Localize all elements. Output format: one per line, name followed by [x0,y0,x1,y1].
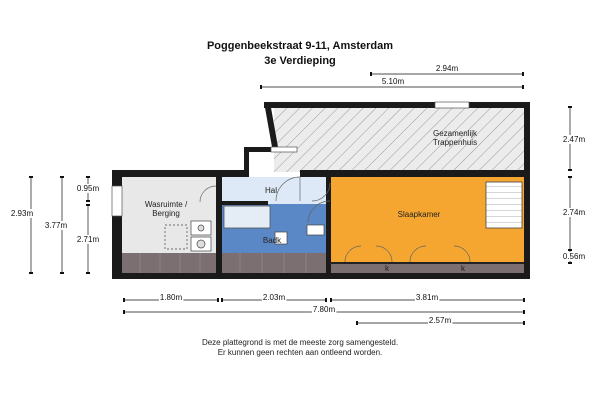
dim-left-3-77: 3.77m [44,221,68,230]
cabinet-mark: k [385,264,389,273]
dim-top-2-94: 2.94m [435,64,459,73]
utility-label-line1: Wasruimte / [144,200,188,209]
stairwell-label-line1: Gezamenlijk [432,129,478,138]
cabinet-mark: k [461,264,465,273]
disclaimer-line1: Deze plattegrond is met de meeste zorg samengesteld. [201,338,399,347]
floor-label: 3e Verdieping [264,55,336,67]
dim-right-0-56: 0.56m [562,252,586,261]
utility-floor-strip [122,253,218,273]
stairwell-label-line2: Trappenhuis [432,138,478,147]
bathroom-shower-tile [224,206,270,228]
dim-left-2-71: 2.71m [76,235,100,244]
dim-top-5-10: 5.10m [381,77,405,86]
bedroom-label: Slaapkamer [397,210,441,219]
bathroom-label: Badk [262,236,282,245]
dim-bottom-3-81: 3.81m [415,293,439,302]
disclaimer-line2: Er kunnen geen rechten aan ontleend worden. [217,348,383,357]
bedroom-stairs [486,182,522,228]
dim-left-2-93: 2.93m [10,209,34,218]
dim-bottom-2-57: 2.57m [428,316,452,325]
dim-right-2-47: 2.47m [562,135,586,144]
dim-left-0-95: 0.95m [76,184,100,193]
dim-bottom-1-80: 1.80m [159,293,183,302]
plan-title: Poggenbeekstraat 9-11, Amsterdam [206,40,394,52]
dim-bottom-7-80: 7.80m [312,305,336,314]
dim-right-2-74: 2.74m [562,208,586,217]
bath-floor-strip [222,253,330,273]
stairwell-area [274,108,524,172]
hall-label: Hal [264,186,278,195]
utility-label-line2: Berging [152,209,180,218]
dim-bottom-2-03: 2.03m [262,293,286,302]
bedroom-floor-strip [330,263,524,273]
